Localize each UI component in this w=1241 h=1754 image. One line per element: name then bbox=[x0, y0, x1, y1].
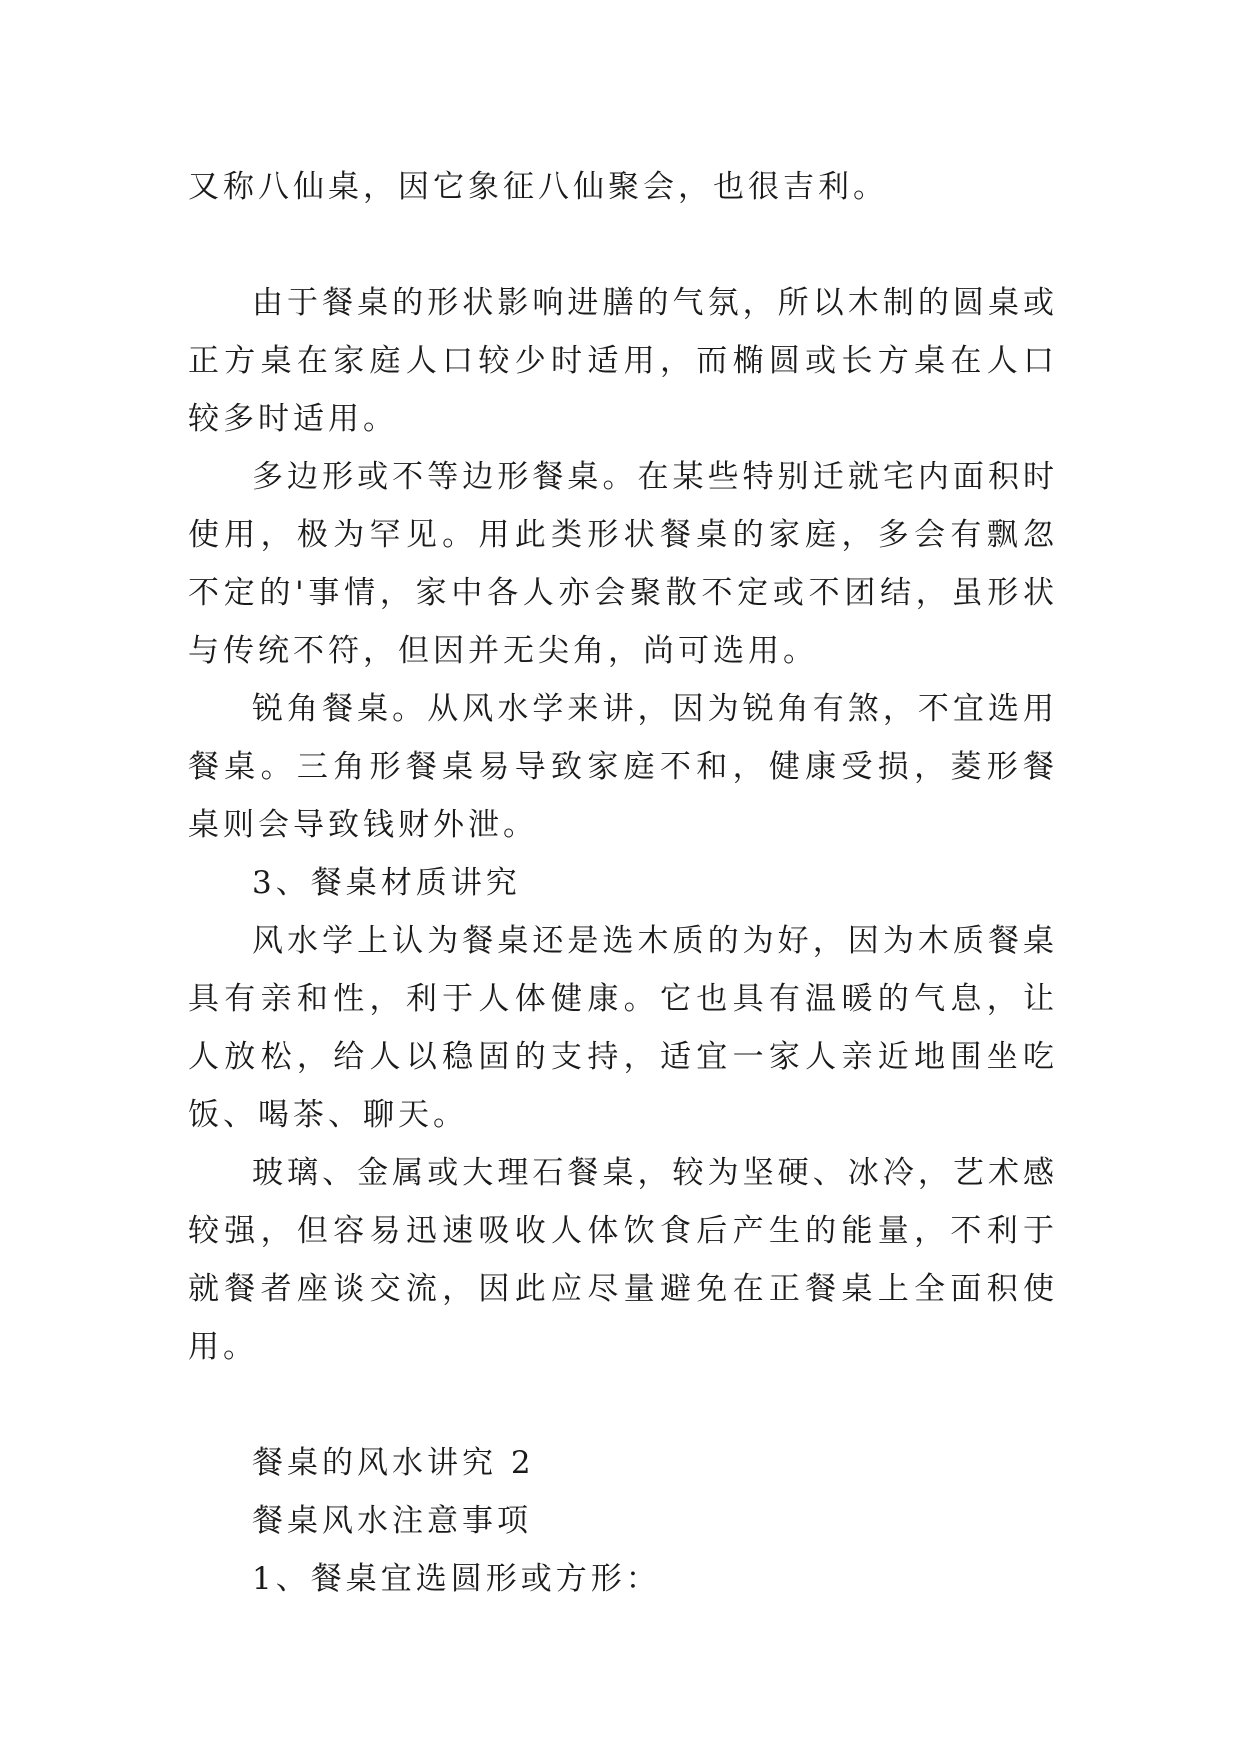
paragraph: 风水学上认为餐桌还是选木质的为好，因为木质餐桌具有亲和性，利于人体健康。它也具有温暖的气息，让人放松，给人以稳固的支持，适宜一家人亲近地围坐吃饭、喝茶、聊天。 bbox=[188, 923, 1058, 1133]
section-heading: 3、餐桌材质讲究 bbox=[252, 865, 521, 901]
paragraph-continuation: 又称八仙桌，因它象征八仙聚会，也很吉利。 bbox=[188, 169, 888, 205]
paragraph: 由于餐桌的形状影响进膳的气氛，所以木制的圆桌或正方桌在家庭人口较少时适用，而椭圆或长方桌在人口较多时适用。 bbox=[188, 285, 1058, 437]
blank-line bbox=[188, 1376, 1058, 1434]
section-heading: 1、餐桌宜选圆形或方形： bbox=[252, 1561, 661, 1597]
paragraph: 玻璃、金属或大理石餐桌，较为坚硬、冰冷，艺术感较强，但容易迅速吸收人体饮食后产生的能量，不利于就餐者座谈交流，因此应尽量避免在正餐桌上全面积使用。 bbox=[188, 1155, 1058, 1365]
blank-line bbox=[188, 216, 1058, 274]
paragraph: 锐角餐桌。从风水学来讲，因为锐角有煞，不宜选用餐桌。三角形餐桌易导致家庭不和，健康受损，菱形餐桌则会导致钱财外泄。 bbox=[188, 691, 1058, 843]
subtitle: 餐桌风水注意事项 bbox=[252, 1503, 532, 1539]
document-body bbox=[188, 158, 1058, 1608]
paragraph: 多边形或不等边形餐桌。在某些特别迁就宅内面积时使用，极为罕见。用此类形状餐桌的家庭，多会有飘忽不定的'事情，家中各人亦会聚散不定或不团结，虽形状与传统不符，但因并无尖角，尚可选用。 bbox=[188, 459, 1058, 669]
article-title: 餐桌的风水讲究 2 bbox=[252, 1445, 535, 1481]
